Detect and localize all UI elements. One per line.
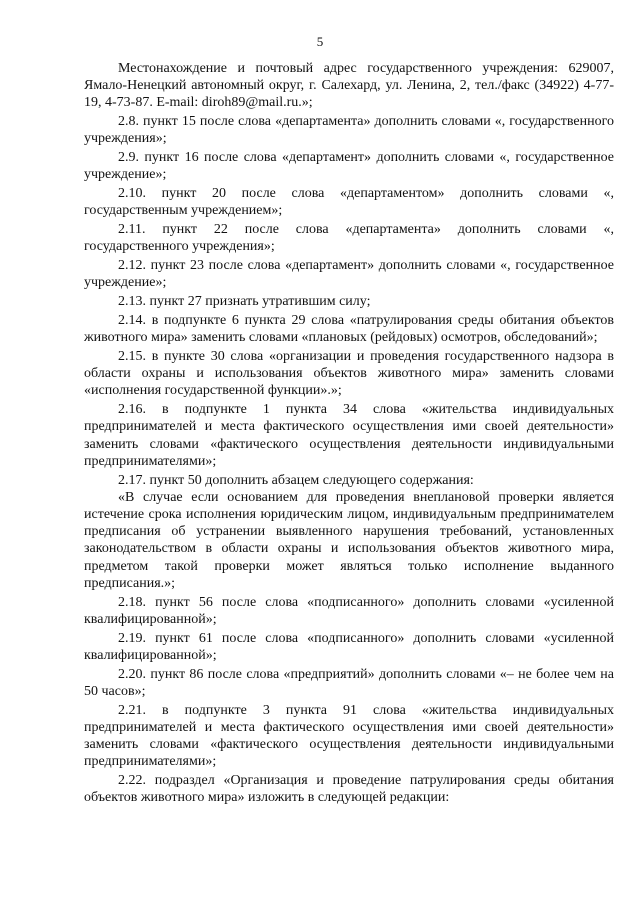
- paragraph-2-16: 2.16. в подпункте 1 пункта 34 слова «жительства индивидуальных предпринимателей и места фактического осуществления ими своей деятельности» заменить словами «фактического осуществления деятельности индивидуальными предпринимателями»;: [84, 402, 614, 469]
- page-number: 5: [316, 34, 324, 49]
- paragraph-2-10: 2.10. пункт 20 после слова «департаментом» дополнить словами «, государственным учреждением»;: [84, 186, 614, 219]
- document-body: [84, 60, 614, 808]
- paragraph-2-12: 2.12. пункт 23 после слова «департамент» дополнить словами «, государственное учреждение»;: [84, 258, 614, 291]
- paragraph-2-21: 2.21. в подпункте 3 пункта 91 слова «жительства индивидуальных предпринимателей и места фактического осуществления ими своей деятельности» заменить словами «фактического осуществления деятельности индивидуальными предпринимателями»;: [84, 702, 614, 770]
- paragraph-2-9: 2.9. пункт 16 после слова «департамент» дополнить словами «, государственное учреждение»;: [84, 150, 614, 183]
- paragraph-2-13: 2.13. пункт 27 признать утратившим силу;: [118, 294, 371, 310]
- paragraph-2-11: 2.11. пункт 22 после слова «департамента» дополнить словами «, государственного учреждения»;: [84, 222, 614, 255]
- paragraph-2-22: 2.22. подраздел «Организация и проведение патрулирования среды обитания объектов животного мира» изложить в следующей редакции:: [84, 773, 614, 806]
- paragraph-2-20: 2.20. пункт 86 после слова «предприятий» дополнить словами «– не более чем на 50 часов»;: [84, 666, 614, 699]
- paragraph-2-15: 2.15. в пункте 30 слова «организации и проведения государственного надзора в области охраны и использования объектов животного мира» заменить словами «исполнения государственной функции».»;: [84, 349, 614, 399]
- paragraph-2-17: 2.17. пункт 50 дополнить абзацем следующего содержания:: [118, 472, 474, 488]
- paragraph-address: Местонахождение и почтовый адрес государственного учреждения: 629007, Ямало-Ненецкий автономный округ, г. Салехард, ул. Ленина, 2, тел./факс (34922) 4-77-19, 4-73-87. E-mail: diroh89@mail.ru.»;: [84, 61, 614, 111]
- paragraph-2-17-quote: «В случае если основанием для проведения внеплановой проверки является истечение срока исполнения юридическим лицом, индивидуальным предпринимателем предписания об устранении выявленного нарушения требований, установленных законодательством в области охраны и использования объектов животного мира, предметом такой проверки может являться только исполнение выданного предписания.»;: [84, 489, 614, 591]
- paragraph-2-18: 2.18. пункт 56 после слова «подписанного» дополнить словами «усиленной квалифицированной»;: [84, 594, 614, 627]
- paragraph-2-8: 2.8. пункт 15 после слова «департамента» дополнить словами «, государственного учреждения»;: [84, 114, 614, 147]
- paragraph-2-14: 2.14. в подпункте 6 пункта 29 слова «патрулирования среды обитания объектов животного мира» заменить словами «плановых (рейдовых) осмотров, обследований»;: [84, 313, 614, 346]
- paragraph-2-19: 2.19. пункт 61 после слова «подписанного» дополнить словами «усиленной квалифицированной»;: [84, 630, 614, 663]
